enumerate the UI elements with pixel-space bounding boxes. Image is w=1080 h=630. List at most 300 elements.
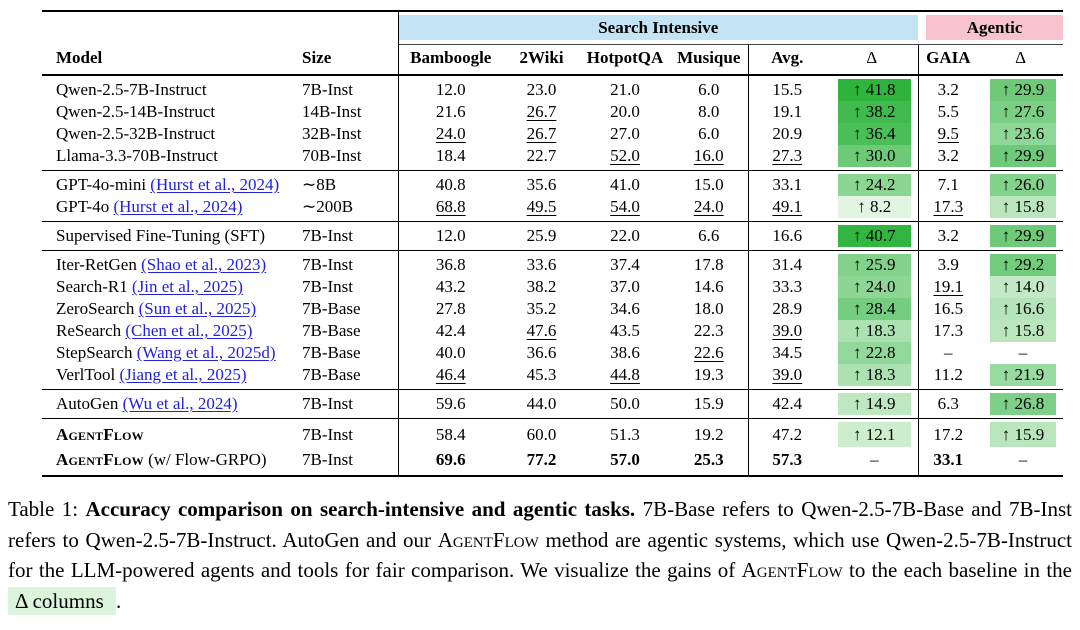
gaia-cell — [918, 364, 978, 390]
delta-value: ↑ 15.8 — [990, 196, 1056, 218]
delta-search-cell — [826, 222, 918, 251]
metric-cell — [503, 447, 580, 476]
metric-cell — [398, 342, 503, 364]
metric-cell — [748, 364, 826, 390]
metric-cell — [503, 101, 580, 123]
model-name: GPT-4o-mini — [56, 175, 147, 194]
metric-cell — [748, 320, 826, 342]
metric-value: 35.2 — [526, 299, 557, 318]
gaia-cell — [918, 123, 978, 145]
metric-cell — [580, 196, 670, 222]
delta-search-cell — [826, 390, 918, 419]
metric-cell — [398, 276, 503, 298]
metric-cell — [670, 364, 748, 390]
delta-value: ↑ 25.9 — [838, 254, 911, 276]
size-cell: ∼200B — [302, 197, 354, 216]
citation-link[interactable]: (Jiang et al., 2025) — [119, 365, 247, 384]
delta-value: ↑ 29.9 — [990, 145, 1056, 167]
delta-value: ↑ 29.9 — [990, 225, 1056, 247]
metric-value: 22.6 — [693, 343, 724, 362]
metric-cell — [670, 251, 748, 277]
model-cell — [42, 419, 302, 448]
metric-value: 25.9 — [526, 226, 557, 245]
model-name: Llama-3.3-70B-Instruct — [56, 146, 218, 165]
metric-value: 20.9 — [772, 124, 803, 143]
metric-value: 54.0 — [610, 197, 640, 216]
metric-value: 45.3 — [526, 365, 557, 384]
group-header-agentic: Agentic — [926, 15, 1063, 40]
delta-value: ↑ 15.9 — [990, 422, 1056, 447]
delta-agentic-cell — [978, 298, 1063, 320]
metric-cell — [670, 342, 748, 364]
metric-value: 20.0 — [610, 102, 640, 121]
model-cell — [42, 75, 302, 101]
delta-search-cell — [826, 101, 918, 123]
delta-agentic-cell — [978, 123, 1063, 145]
gaia-cell — [918, 419, 978, 448]
row-group — [42, 419, 1063, 477]
metric-value: 42.4 — [772, 394, 803, 413]
metric-cell — [398, 320, 503, 342]
caption-segment: method are agentic systems, which use Qwen-2.5-7B-Instruct for the LLM-powered agents and tools for fair comparison. We visualize the gains of — [8, 527, 1072, 582]
metric-value: 24.0 — [693, 197, 724, 216]
metric-cell — [580, 75, 670, 101]
metric-cell — [748, 419, 826, 448]
metric-cell — [580, 276, 670, 298]
model-cell — [42, 145, 302, 171]
delta-value: ↑ 27.6 — [990, 101, 1056, 123]
caption-segment: Table 1: — [8, 497, 86, 521]
citation-link[interactable]: (Hurst et al., 2024) — [150, 175, 280, 194]
metric-value: 18.0 — [693, 299, 724, 318]
metric-cell — [670, 101, 748, 123]
model-name: Qwen-2.5-32B-Instruct — [56, 124, 216, 143]
metric-value: 47.2 — [772, 424, 803, 444]
gaia-cell — [918, 101, 978, 123]
caption-delta-highlight: Δ columns — [8, 587, 116, 615]
metric-cell — [398, 171, 503, 197]
metric-value: 43.5 — [610, 321, 640, 340]
model-cell — [42, 364, 302, 390]
col-header-size: Size — [302, 45, 398, 76]
metric-cell — [398, 75, 503, 101]
delta-value: ↑ 24.0 — [838, 276, 911, 298]
metric-cell — [503, 390, 580, 419]
gaia-cell — [918, 390, 978, 419]
delta-value: ↑ 15.8 — [990, 320, 1056, 342]
delta-agentic-cell — [978, 419, 1063, 448]
gaia-cell — [918, 276, 978, 298]
metric-cell — [748, 298, 826, 320]
metric-value: 15.0 — [693, 175, 724, 194]
caption-segment: AgentFlow — [437, 527, 539, 552]
table-row — [42, 222, 1063, 251]
col-header-bamboogle: Bamboogle — [398, 45, 503, 76]
metric-value: 12.0 — [435, 80, 466, 99]
delta-value: ↑ 23.6 — [990, 123, 1056, 145]
metric-value: 50.0 — [610, 394, 640, 413]
delta-agentic-cell — [978, 251, 1063, 277]
model-cell — [42, 298, 302, 320]
metric-cell — [748, 342, 826, 364]
metric-cell — [580, 342, 670, 364]
metric-value: 33.1 — [772, 175, 803, 194]
metric-cell — [503, 364, 580, 390]
metric-cell — [670, 320, 748, 342]
caption-segment: Accuracy comparison on search-intensive and agentic tasks. — [85, 497, 636, 521]
metric-value: – — [944, 343, 953, 362]
metric-value: 51.3 — [610, 424, 640, 444]
metric-value: 5.5 — [937, 102, 959, 121]
metric-cell — [748, 145, 826, 171]
metric-value: 57.0 — [610, 449, 640, 469]
table-row — [42, 196, 1063, 222]
delta-value: ↑ 12.1 — [838, 422, 911, 447]
delta-agentic-cell — [978, 101, 1063, 123]
row-group — [42, 251, 1063, 390]
metric-cell — [398, 222, 503, 251]
accuracy-table — [42, 10, 1063, 477]
metric-value: 25.3 — [693, 449, 724, 469]
size-cell: 32B-Inst — [302, 124, 362, 143]
size-cell: 7B-Base — [302, 299, 361, 318]
metric-value: 46.4 — [435, 365, 466, 384]
model-name: StepSearch — [56, 343, 133, 362]
metric-value: 69.6 — [435, 449, 466, 469]
metric-value: 12.0 — [435, 226, 466, 245]
model-cell — [42, 276, 302, 298]
metric-value: 44.8 — [610, 365, 640, 384]
metric-value: 6.6 — [698, 226, 720, 245]
metric-value: 49.1 — [772, 197, 803, 216]
metric-value: 15.5 — [772, 80, 803, 99]
metric-cell — [670, 196, 748, 222]
citation-link[interactable]: (Hurst et al., 2024) — [113, 197, 243, 216]
metric-cell — [670, 145, 748, 171]
metric-value: 42.4 — [435, 321, 466, 340]
metric-value: 37.4 — [610, 255, 640, 274]
metric-cell — [503, 222, 580, 251]
table-row — [42, 298, 1063, 320]
delta-value: ↑ 14.9 — [838, 393, 911, 415]
col-header-delta-search: Δ — [826, 45, 918, 76]
model-suffix: (w/ Flow-GRPO) — [143, 449, 267, 469]
metric-value: 17.2 — [933, 424, 964, 444]
metric-value: 6.3 — [937, 394, 959, 413]
metric-value: 58.4 — [435, 424, 466, 444]
size-cell: 7B-Base — [302, 365, 361, 384]
column-header-row — [42, 45, 1063, 76]
delta-agentic-cell — [978, 145, 1063, 171]
model-name: Iter-RetGen — [56, 255, 137, 274]
size-cell: 14B-Inst — [302, 102, 362, 121]
metric-value: 52.0 — [610, 146, 640, 165]
metric-value: 15.9 — [693, 394, 724, 413]
delta-value: ↑ 24.2 — [838, 174, 911, 196]
metric-cell — [580, 419, 670, 448]
metric-cell — [580, 447, 670, 476]
metric-cell — [580, 298, 670, 320]
metric-value: 27.0 — [610, 124, 640, 143]
metric-value: 11.2 — [933, 365, 963, 384]
metric-cell — [398, 196, 503, 222]
model-cell — [42, 251, 302, 277]
metric-cell — [670, 390, 748, 419]
delta-value: ↑ 26.0 — [990, 174, 1056, 196]
citation-link[interactable]: (Chen et al., 2025) — [125, 321, 253, 340]
model-cell — [42, 222, 302, 251]
metric-cell — [748, 75, 826, 101]
delta-value: ↑ 8.2 — [838, 196, 911, 218]
metric-value: 16.5 — [933, 299, 964, 318]
metric-value: 36.6 — [526, 343, 557, 362]
metric-cell — [503, 123, 580, 145]
metric-value: 16.6 — [772, 226, 803, 245]
delta-value: ↑ 14.0 — [990, 276, 1056, 298]
metric-cell — [398, 447, 503, 476]
metric-value: 26.7 — [526, 124, 557, 143]
metric-cell — [670, 222, 748, 251]
delta-search-cell — [826, 145, 918, 171]
citation-link[interactable]: (Wu et al., 2024) — [122, 394, 238, 413]
metric-cell — [580, 171, 670, 197]
delta-value: ↑ 36.4 — [838, 123, 911, 145]
gaia-cell — [918, 196, 978, 222]
metric-value: 68.8 — [435, 197, 466, 216]
metric-cell — [748, 276, 826, 298]
delta-value: – — [1018, 450, 1028, 469]
metric-cell — [398, 364, 503, 390]
metric-cell — [503, 75, 580, 101]
delta-value: – — [870, 450, 879, 469]
metric-cell — [503, 342, 580, 364]
caption-segment: . — [116, 588, 122, 613]
metric-value: 34.6 — [610, 299, 640, 318]
model-name: AgentFlow — [56, 424, 144, 444]
group-header-search-intensive: Search Intensive — [399, 15, 919, 40]
delta-search-cell — [826, 75, 918, 101]
metric-value: 17.3 — [933, 321, 964, 340]
metric-cell — [670, 276, 748, 298]
metric-cell — [503, 196, 580, 222]
model-name: ZeroSearch — [56, 299, 135, 318]
group-header-spacer — [42, 11, 398, 45]
gaia-cell — [918, 447, 978, 476]
size-cell: 70B-Inst — [302, 146, 362, 165]
metric-value: 19.3 — [693, 365, 724, 384]
metric-value: 27.8 — [435, 299, 466, 318]
metric-value: 33.6 — [526, 255, 557, 274]
table-row — [42, 364, 1063, 390]
metric-value: 44.0 — [526, 394, 557, 413]
metric-cell — [580, 390, 670, 419]
delta-search-cell — [826, 320, 918, 342]
table-row — [42, 123, 1063, 145]
col-header-musique: Musique — [670, 45, 748, 76]
citation-link[interactable]: (Shao et al., 2023) — [141, 255, 267, 274]
delta-search-cell — [826, 251, 918, 277]
metric-cell — [398, 145, 503, 171]
group-header-row — [42, 11, 1063, 45]
metric-value: 3.2 — [937, 226, 959, 245]
table-row — [42, 419, 1063, 448]
model-cell — [42, 320, 302, 342]
metric-cell — [580, 101, 670, 123]
table-row — [42, 251, 1063, 277]
row-group — [42, 222, 1063, 251]
size-cell: 7B-Base — [302, 343, 361, 362]
delta-value: ↑ 21.9 — [990, 364, 1056, 386]
metric-cell — [748, 447, 826, 476]
metric-value: 39.0 — [772, 365, 803, 384]
metric-value: 19.1 — [933, 277, 964, 296]
metric-value: 34.5 — [772, 343, 803, 362]
metric-cell — [398, 101, 503, 123]
delta-agentic-cell — [978, 320, 1063, 342]
model-cell — [42, 123, 302, 145]
caption-segment: to the each baseline in the — [842, 558, 1073, 582]
metric-value: 21.6 — [435, 102, 466, 121]
delta-search-cell — [826, 419, 918, 448]
delta-search-cell — [826, 298, 918, 320]
metric-value: 6.0 — [698, 124, 720, 143]
metric-value: 43.2 — [435, 277, 466, 296]
metric-value: 27.3 — [772, 146, 803, 165]
size-cell: 7B-Inst — [302, 424, 353, 444]
gaia-cell — [918, 222, 978, 251]
table-row — [42, 145, 1063, 171]
citation-link[interactable]: (Jin et al., 2025) — [132, 277, 243, 296]
model-name: AutoGen — [56, 394, 119, 413]
row-group — [42, 75, 1063, 171]
metric-value: 28.9 — [772, 299, 803, 318]
size-cell: 7B-Inst — [302, 255, 353, 274]
metric-value: 17.3 — [933, 197, 964, 216]
caption-segment: AgentFlow — [741, 558, 843, 582]
metric-cell — [748, 251, 826, 277]
metric-cell — [580, 364, 670, 390]
size-cell: 7B-Inst — [302, 394, 353, 413]
model-cell — [42, 196, 302, 222]
metric-cell — [580, 251, 670, 277]
delta-value: ↑ 16.6 — [990, 298, 1056, 320]
metric-cell — [398, 419, 503, 448]
metric-cell — [580, 320, 670, 342]
metric-value: 33.3 — [772, 277, 803, 296]
metric-cell — [748, 222, 826, 251]
citation-link[interactable]: (Wang et al., 2025d) — [136, 343, 276, 362]
model-name: VerlTool — [56, 365, 116, 384]
metric-cell — [398, 298, 503, 320]
model-name: AgentFlow — [56, 449, 144, 469]
size-cell: 7B-Inst — [302, 449, 353, 469]
gaia-cell — [918, 342, 978, 364]
metric-value: 8.0 — [698, 102, 720, 121]
metric-cell — [670, 447, 748, 476]
metric-cell — [748, 123, 826, 145]
metric-value: 60.0 — [526, 424, 557, 444]
delta-agentic-cell — [978, 342, 1063, 364]
delta-agentic-cell — [978, 276, 1063, 298]
metric-cell — [398, 251, 503, 277]
delta-value: – — [1018, 343, 1028, 362]
gaia-cell — [918, 320, 978, 342]
metric-value: 22.0 — [610, 226, 640, 245]
metric-value: 38.2 — [526, 277, 557, 296]
metric-cell — [580, 123, 670, 145]
metric-cell — [398, 123, 503, 145]
delta-agentic-cell — [978, 75, 1063, 101]
size-cell: 7B-Inst — [302, 80, 353, 99]
delta-value: ↑ 38.2 — [838, 101, 911, 123]
table-row — [42, 171, 1063, 197]
metric-value: 3.2 — [937, 80, 959, 99]
gaia-cell — [918, 75, 978, 101]
size-cell: 7B-Inst — [302, 226, 353, 245]
metric-value: 7.1 — [937, 175, 959, 194]
gaia-cell — [918, 251, 978, 277]
metric-value: 36.8 — [435, 255, 466, 274]
model-cell — [42, 171, 302, 197]
table-row — [42, 390, 1063, 419]
delta-search-cell — [826, 447, 918, 476]
delta-agentic-cell — [978, 171, 1063, 197]
metric-value: 37.0 — [610, 277, 640, 296]
metric-value: 24.0 — [435, 124, 466, 143]
model-name: GPT-4o — [56, 197, 110, 216]
metric-value: 40.0 — [435, 343, 466, 362]
delta-value: ↑ 18.3 — [838, 320, 911, 342]
metric-value: 26.7 — [526, 102, 557, 121]
citation-link[interactable]: (Sun et al., 2025) — [138, 299, 257, 318]
metric-value: 14.6 — [693, 277, 724, 296]
metric-value: 41.0 — [610, 175, 640, 194]
metric-value: 9.5 — [937, 124, 959, 143]
metric-cell — [503, 298, 580, 320]
model-cell — [42, 447, 302, 476]
table-row — [42, 342, 1063, 364]
model-name: Supervised Fine-Tuning (SFT) — [56, 226, 266, 245]
gaia-cell — [918, 145, 978, 171]
table-caption — [8, 494, 1072, 616]
table-row — [42, 320, 1063, 342]
delta-search-cell — [826, 171, 918, 197]
delta-agentic-cell — [978, 447, 1063, 476]
metric-value: 19.1 — [772, 102, 803, 121]
delta-search-cell — [826, 276, 918, 298]
metric-value: 39.0 — [772, 321, 803, 340]
gaia-cell — [918, 171, 978, 197]
metric-cell — [748, 101, 826, 123]
delta-agentic-cell — [978, 196, 1063, 222]
size-cell: 7B-Base — [302, 321, 361, 340]
col-header-delta-agentic: Δ — [978, 45, 1063, 76]
col-header-avg: Avg. — [748, 45, 826, 76]
delta-value: ↑ 28.4 — [838, 298, 911, 320]
metric-cell — [670, 123, 748, 145]
table-row — [42, 447, 1063, 476]
metric-cell — [503, 171, 580, 197]
model-cell — [42, 342, 302, 364]
metric-cell — [670, 419, 748, 448]
table-row — [42, 276, 1063, 298]
col-header-model: Model — [42, 45, 302, 76]
delta-value: ↑ 18.3 — [838, 364, 911, 386]
row-group — [42, 390, 1063, 419]
metric-value: 57.3 — [772, 449, 803, 469]
metric-cell — [503, 251, 580, 277]
metric-value: 38.6 — [610, 343, 640, 362]
